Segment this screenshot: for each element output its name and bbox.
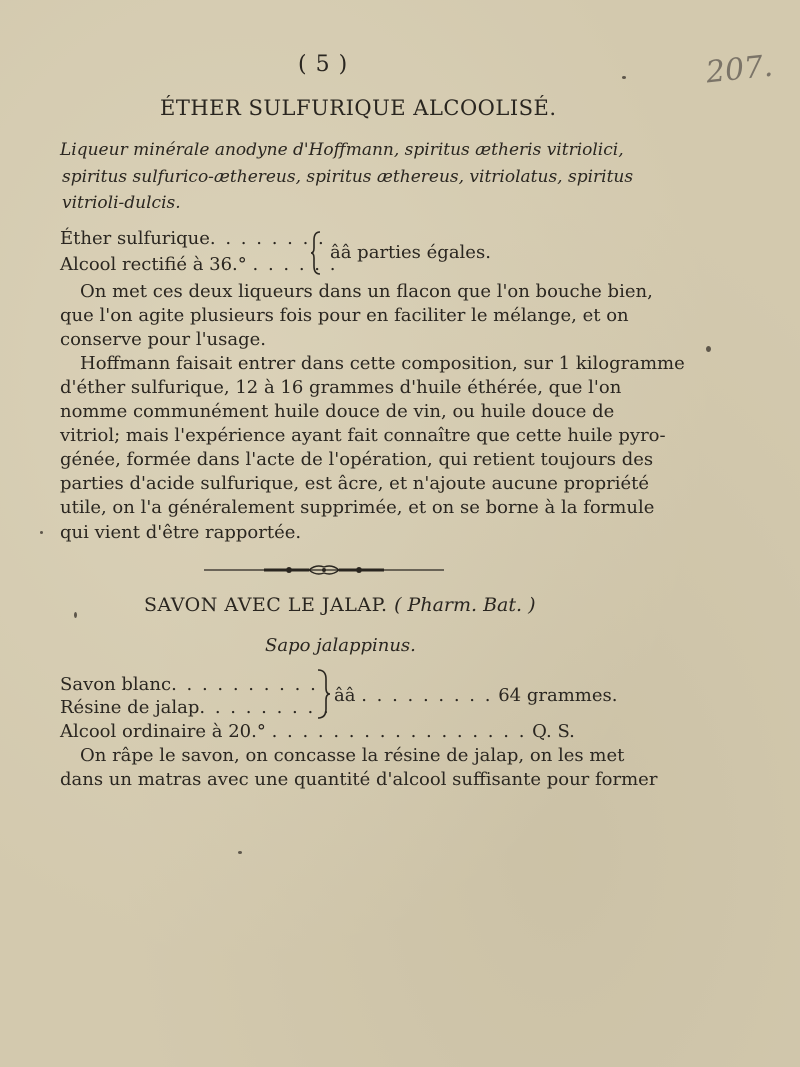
paragraph-line: nomme communément huile douce de vin, ou huile douce de bbox=[60, 401, 615, 422]
paragraph-line: génée, formée dans l'acte de l'opération, qui retient toujours des bbox=[60, 449, 654, 470]
ornamental-divider bbox=[204, 563, 444, 577]
ingredient-alcohol bbox=[60, 254, 337, 275]
leader-dots: . . . . . . . . . bbox=[361, 685, 493, 706]
paragraph-line: vitriol; mais l'expérience ayant fait connaître que cette huile pyro- bbox=[60, 425, 666, 446]
paragraph-line: conserve pour l'usage. bbox=[60, 329, 266, 350]
paragraph-line: d'éther sulfurique, 12 à 16 grammes d'huile éthérée, que l'on bbox=[60, 377, 622, 398]
paragraph-line: que l'on agite plusieurs fois pour en faciliter le mélange, et on bbox=[60, 305, 629, 326]
paper-speck bbox=[238, 851, 242, 854]
quantity-prefix: ââ bbox=[334, 685, 356, 706]
paragraph-line: On met ces deux liqueurs dans un flacon que l'on bouche bien, bbox=[80, 281, 653, 302]
paper-speck bbox=[706, 346, 711, 352]
leader-dots: . . . . . . . . . . . . . . . . . bbox=[271, 721, 527, 742]
paper-speck bbox=[622, 76, 626, 79]
ingredient-ether bbox=[60, 228, 326, 249]
handwritten-folio-number: 207. bbox=[704, 48, 775, 91]
ingredient-name: Éther sulfurique bbox=[60, 228, 210, 249]
synonyms-line-1: Liqueur minérale anodyne d'Hoffmann, spiritus ætheris vitriolici, bbox=[60, 140, 624, 160]
leader-dots: . . . . . . . . bbox=[209, 228, 326, 249]
ingredient-savon-blanc bbox=[60, 674, 318, 695]
section-title-savon-source: ( Pharm. Bat. ) bbox=[394, 594, 536, 616]
section-subtitle-sapo: Sapo jalappinus. bbox=[265, 635, 416, 656]
leader-dots: . . . . . . . . . bbox=[199, 697, 331, 718]
section-title-savon-text: SAVON AVEC LE JALAP. bbox=[144, 594, 388, 616]
paragraph-line: parties d'acide sulfurique, est âcre, et n'ajoute aucune propriété bbox=[60, 473, 650, 494]
leader-dots: . . . . . . . . . . bbox=[171, 674, 318, 695]
brace-ether bbox=[310, 230, 324, 276]
brace-savon bbox=[316, 668, 332, 720]
synonyms-line-2: spiritus sulfurico-æthereus, spiritus æthereus, vitriolatus, spiritus bbox=[62, 167, 634, 187]
section-title-savon bbox=[144, 594, 536, 616]
ingredient-resine-jalap bbox=[60, 697, 331, 718]
ingredient-name: Alcool rectifié à 36.° bbox=[60, 254, 247, 275]
synonyms-line-3: vitrioli-dulcis. bbox=[62, 193, 181, 213]
leader-dots: . . . . . . bbox=[252, 254, 338, 275]
paragraph-line: qui vient d'être rapportée. bbox=[60, 522, 302, 543]
quantity-ether: ââ parties égales. bbox=[330, 242, 491, 263]
paragraph-line: utile, on l'a généralement supprimée, et on se borne à la formule bbox=[60, 497, 655, 518]
paper-speck bbox=[74, 612, 77, 618]
ingredient-name: Résine de jalap bbox=[60, 697, 200, 718]
paper-speck bbox=[40, 531, 43, 534]
ingredient-alcool-ordinaire bbox=[60, 721, 575, 742]
quantity-value: Q. S. bbox=[532, 721, 575, 742]
ingredient-name: Savon blanc bbox=[60, 674, 172, 695]
quantity-savon bbox=[334, 685, 617, 706]
paragraph-line: Hoffmann faisait entrer dans cette composition, sur 1 kilogramme bbox=[80, 353, 685, 374]
paragraph-line: dans un matras avec une quantité d'alcool suffisante pour former bbox=[60, 769, 658, 790]
quantity-value: 64 grammes. bbox=[498, 685, 618, 706]
ingredient-name: Alcool ordinaire à 20.° bbox=[60, 721, 266, 742]
section-title-ether: ÉTHER SULFURIQUE ALCOOLISÉ. bbox=[160, 96, 557, 120]
page-number: ( 5 ) bbox=[298, 52, 349, 77]
paragraph-line: On râpe le savon, on concasse la résine de jalap, on les met bbox=[80, 745, 625, 766]
